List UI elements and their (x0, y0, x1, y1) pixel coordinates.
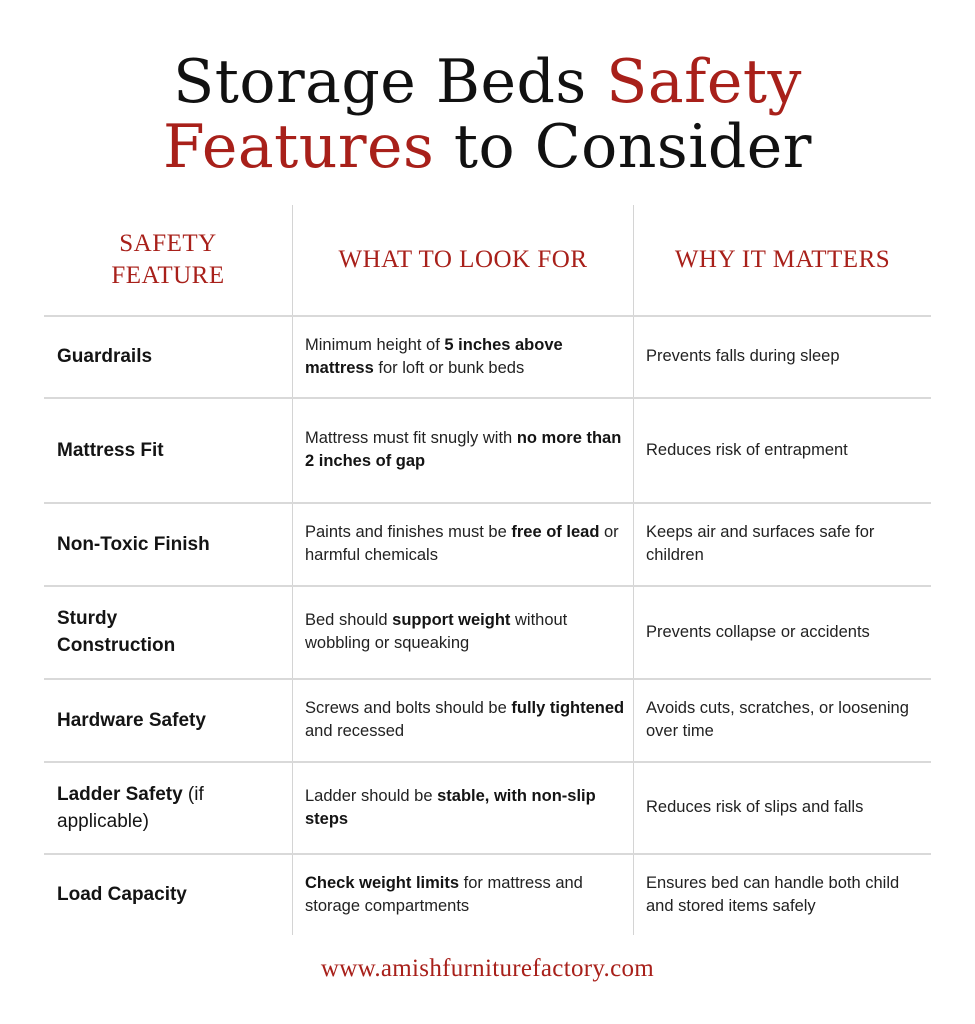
look-emphasis: no more than 2 inches of gap (305, 429, 622, 470)
safety-features-table (44, 205, 931, 935)
header-what-to-look-for: WHAT TO LOOK FOR (338, 246, 588, 273)
look-text: Mattress must fit snugly with (305, 429, 517, 447)
title-text-black: to Consider (434, 112, 812, 182)
look-text: for loft or bunk beds (373, 358, 525, 377)
feature-name: Mattress Fit (57, 439, 164, 461)
table-row (44, 586, 931, 678)
why-cell: Prevents collapse or accidents (646, 622, 870, 641)
feature-name: Sturdy Construction (57, 608, 176, 656)
header-safety-feature (44, 205, 292, 315)
feature-cell (44, 503, 292, 585)
look-text: Bed should (305, 611, 393, 629)
look-text: Paints and finishes must be (305, 523, 512, 541)
feature-cell (44, 586, 292, 678)
look-text: or harmful chemicals (305, 523, 619, 564)
feature-note: (if applicable) (57, 783, 204, 832)
page-title-line-1 (0, 46, 975, 118)
title-text-black: Storage Beds (173, 47, 607, 117)
header-why-it-matters: WHY IT MATTERS (674, 246, 891, 273)
look-for-cell (293, 679, 633, 761)
feature-name: Load Capacity (57, 884, 187, 905)
look-emphasis: free of lead (511, 523, 600, 541)
table-row (44, 316, 931, 397)
look-emphasis: 5 inches above mattress (305, 335, 563, 377)
why-cell: Reduces risk of slips and falls (646, 798, 864, 816)
look-for-cell (293, 398, 633, 502)
look-text: Screws and bolts should be (305, 699, 512, 717)
feature-cell (44, 679, 292, 761)
look-text: Minimum height of (305, 335, 445, 354)
table-row (44, 854, 931, 935)
look-for-cell (293, 854, 633, 935)
look-for-cell (293, 503, 633, 585)
title-text-accent: Safety (606, 47, 802, 117)
why-cell: Avoids cuts, scratches, or loosening over time (646, 699, 909, 740)
website-url[interactable]: www.amishfurniturefactory.com (320, 955, 655, 982)
feature-name: Non-Toxic Finish (57, 533, 210, 555)
look-text: without wobbling or squeaking (305, 611, 568, 652)
why-cell: Keeps air and surfaces safe for children (646, 523, 875, 564)
header-text: SAFETY (119, 230, 217, 257)
look-text: for mattress and storage compartments (305, 873, 583, 915)
feature-name: Hardware Safety (57, 709, 206, 731)
feature-cell (44, 316, 292, 397)
look-emphasis: Check weight limits (305, 873, 460, 892)
look-for-cell (293, 762, 633, 853)
title-text-accent: Features (162, 112, 435, 182)
why-cell: Prevents falls during sleep (646, 347, 840, 365)
page-title-line-2 (0, 111, 975, 183)
feature-cell (44, 762, 292, 853)
table-row (44, 679, 931, 761)
look-for-cell (293, 586, 633, 678)
feature-name: Guardrails (57, 346, 153, 367)
feature-cell (44, 398, 292, 502)
look-text: Ladder should be (305, 786, 438, 805)
feature-cell (44, 854, 292, 935)
look-text: and recessed (305, 722, 405, 740)
why-cell: Ensures bed can handle both child and stored items safely (646, 873, 900, 915)
feature-name: Ladder Safety (57, 783, 183, 805)
look-emphasis: support weight (392, 611, 511, 629)
look-emphasis: fully tightened (511, 699, 625, 717)
table-row (44, 762, 931, 853)
look-for-cell (293, 316, 633, 397)
table-row (44, 398, 931, 502)
why-cell: Reduces risk of entrapment (646, 440, 848, 459)
look-emphasis: stable, with non-slip steps (305, 786, 596, 828)
table-row (44, 503, 931, 585)
header-text: FEATURE (111, 262, 225, 289)
